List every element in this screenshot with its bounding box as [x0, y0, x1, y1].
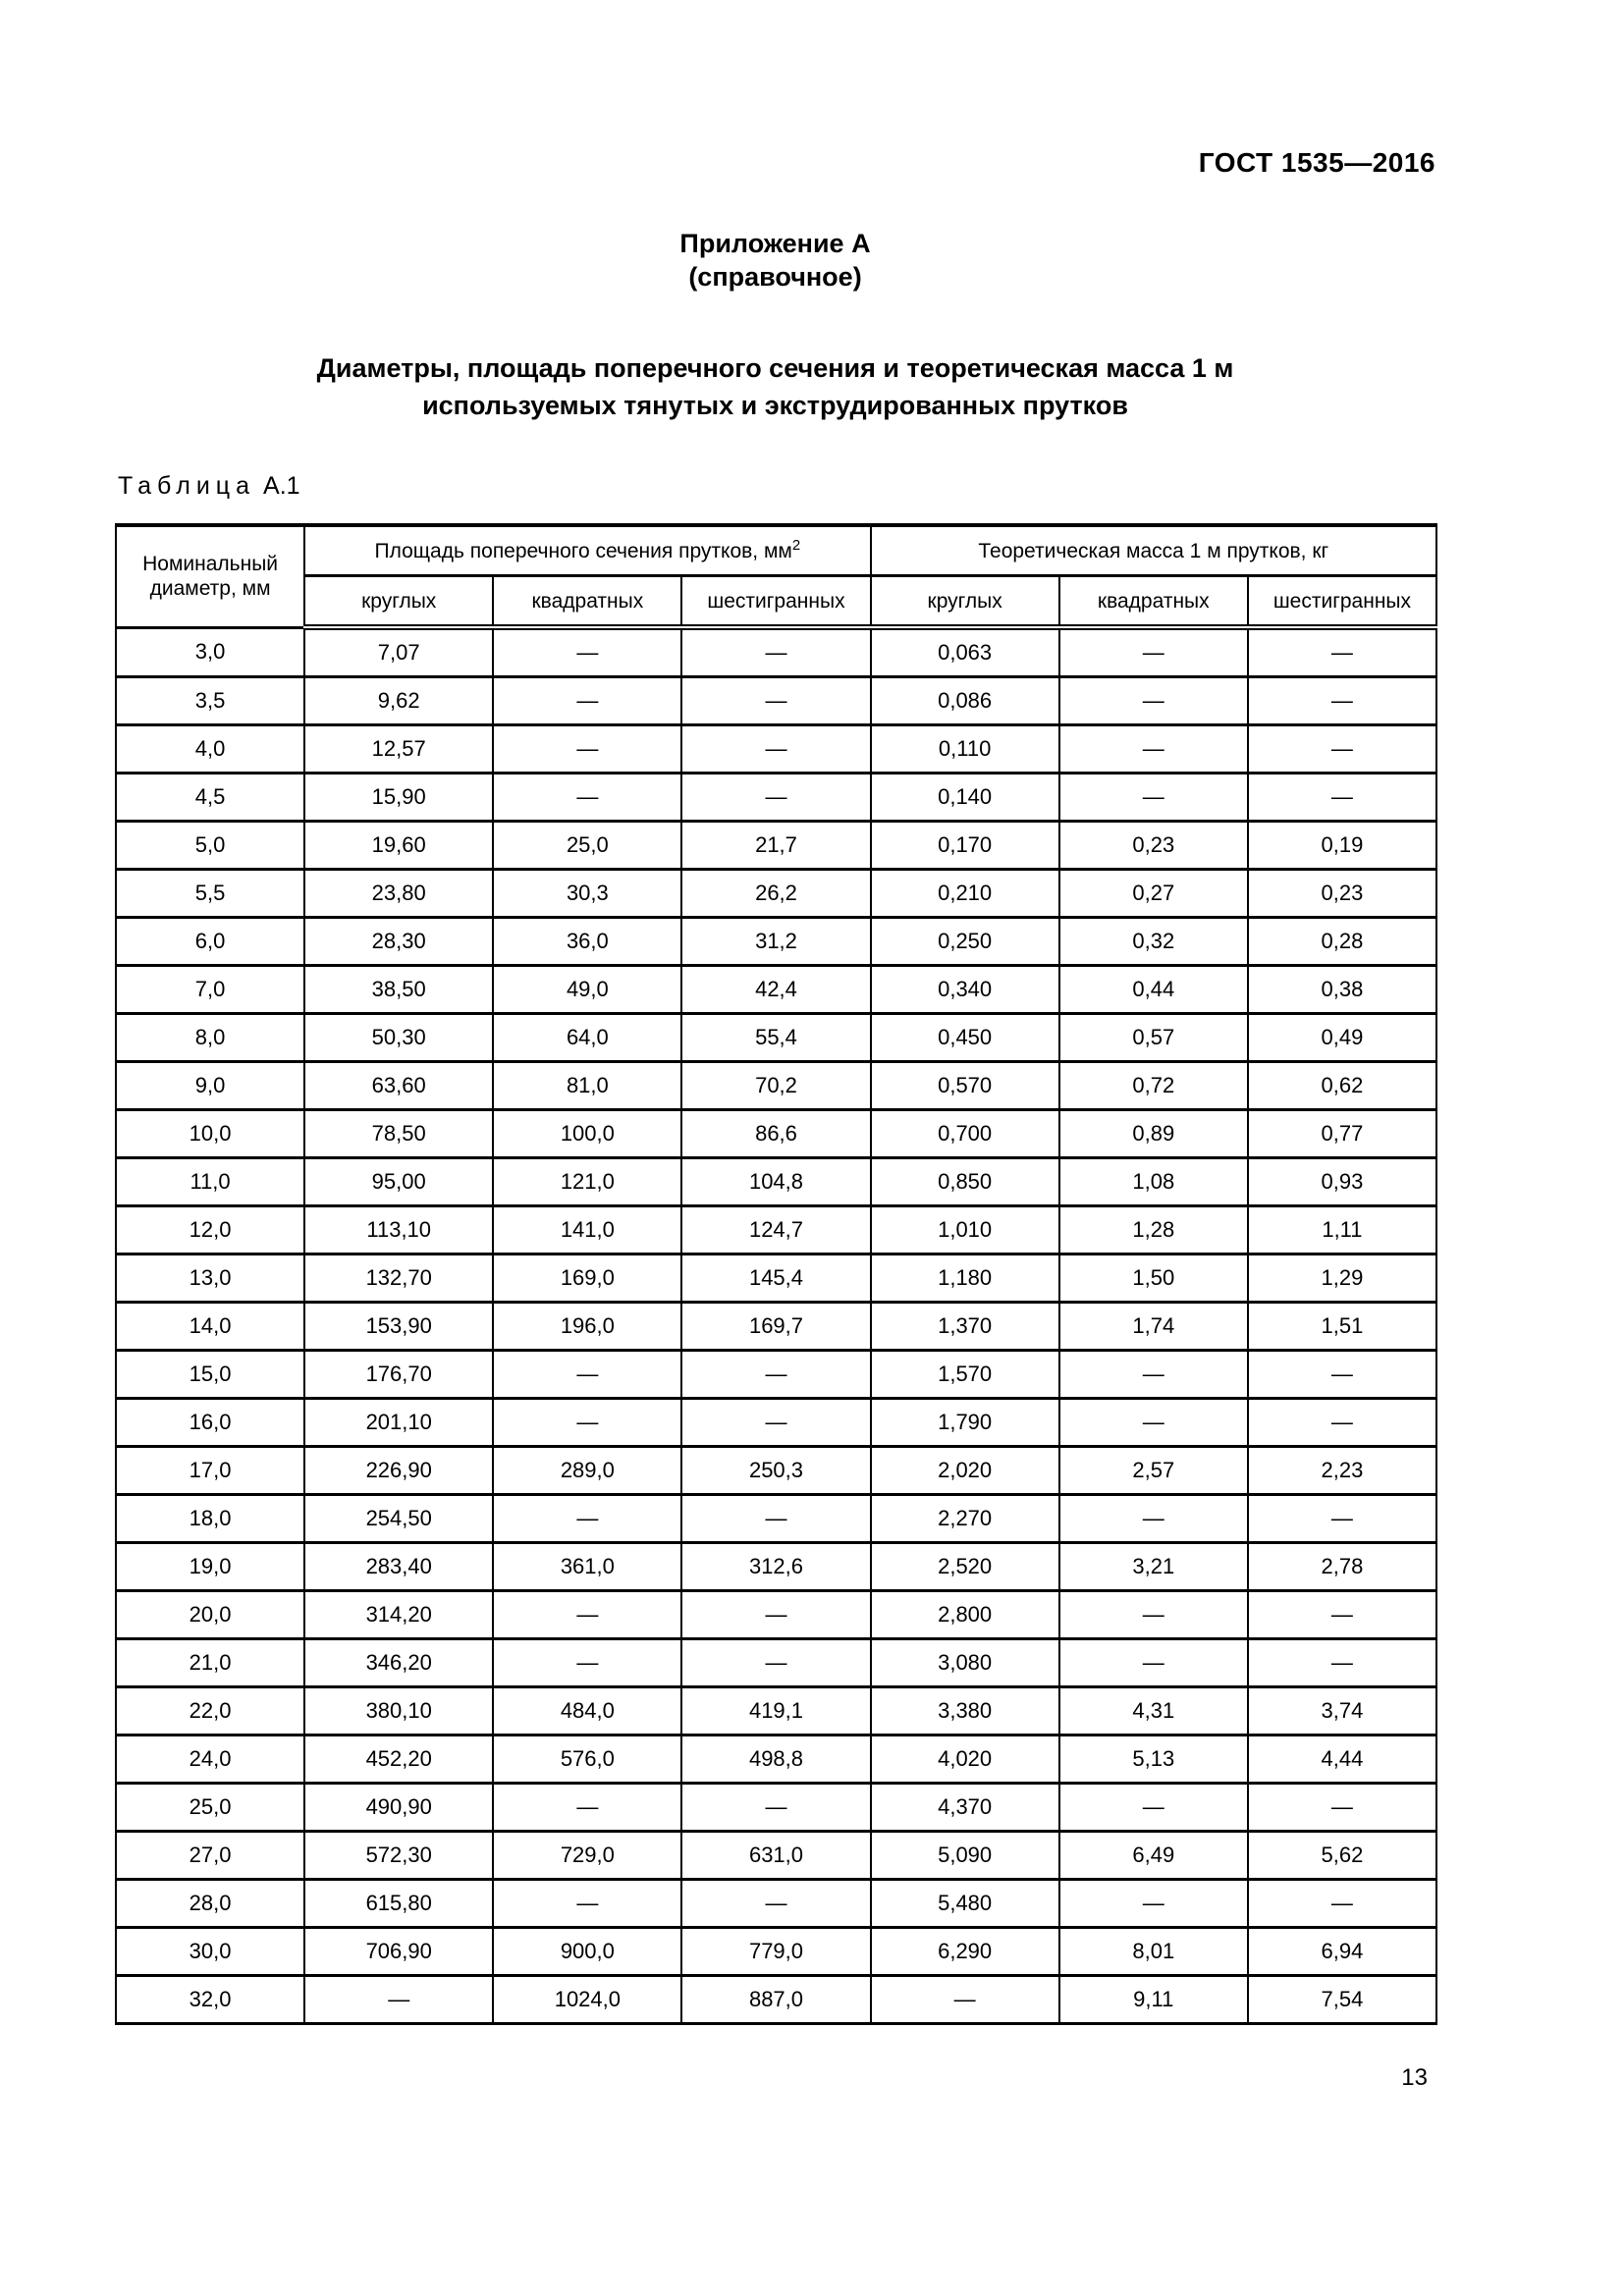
- document-code-header: ГОСТ 1535—2016: [1198, 147, 1435, 178]
- table-cell: —: [681, 1591, 870, 1639]
- table-cell: —: [493, 1495, 681, 1543]
- table-cell: 2,520: [871, 1543, 1059, 1591]
- table-row: [116, 1976, 1436, 2024]
- table-cell: —: [493, 1880, 681, 1928]
- table-cell: —: [493, 627, 681, 677]
- table-cell: 346,20: [304, 1639, 493, 1687]
- table-row: [116, 1014, 1436, 1062]
- table-cell: 3,380: [871, 1687, 1059, 1735]
- table-cell: —: [493, 725, 681, 774]
- table-cell: —: [1248, 1351, 1436, 1399]
- table-cell: 0,32: [1059, 918, 1248, 966]
- table-cell: 169,0: [493, 1255, 681, 1303]
- table-cell: 0,23: [1248, 870, 1436, 918]
- table-row: [116, 1639, 1436, 1687]
- table-cell: 153,90: [304, 1303, 493, 1351]
- table-cell: —: [493, 774, 681, 822]
- table-cell: 226,90: [304, 1447, 493, 1495]
- table-caption: [118, 472, 300, 501]
- col-header-square-mass: квадратных: [1059, 576, 1248, 628]
- table-cell: 8,0: [116, 1014, 304, 1062]
- table-cell: 86,6: [681, 1110, 870, 1158]
- table-cell: —: [1248, 725, 1436, 774]
- document-title-line-1: Диаметры, площадь поперечного сечения и теоретическая масса 1 м: [316, 353, 1234, 383]
- table-cell: 28,30: [304, 918, 493, 966]
- table-cell: 2,57: [1059, 1447, 1248, 1495]
- table-cell: 1,010: [871, 1206, 1059, 1255]
- table-cell: 12,57: [304, 725, 493, 774]
- table-row: [116, 1303, 1436, 1351]
- col-header-round-mass: круглых: [871, 576, 1059, 628]
- table-cell: —: [1059, 1639, 1248, 1687]
- table-cell: 9,62: [304, 677, 493, 725]
- table-cell: 10,0: [116, 1110, 304, 1158]
- table-cell: 14,0: [116, 1303, 304, 1351]
- table-cell: 19,0: [116, 1543, 304, 1591]
- table-cell: 0,28: [1248, 918, 1436, 966]
- appendix-label: Приложение А: [679, 229, 871, 258]
- table-cell: —: [1248, 677, 1436, 725]
- page-number: 13: [1401, 2064, 1428, 2091]
- col-header-square-area: квадратных: [493, 576, 681, 628]
- table-cell: 0,210: [871, 870, 1059, 918]
- table-row: [116, 918, 1436, 966]
- table-row: [116, 1447, 1436, 1495]
- table-row: [116, 1687, 1436, 1735]
- table-cell: 0,57: [1059, 1014, 1248, 1062]
- table-cell: —: [304, 1976, 493, 2024]
- table-cell: 312,6: [681, 1543, 870, 1591]
- table-cell: 63,60: [304, 1062, 493, 1110]
- table-cell: 49,0: [493, 966, 681, 1014]
- table-cell: 0,110: [871, 725, 1059, 774]
- document-title-line-2: используемых тянутых и экструдированных прутков: [422, 391, 1128, 420]
- table-cell: 0,38: [1248, 966, 1436, 1014]
- table-cell: 8,01: [1059, 1928, 1248, 1976]
- table-cell: 32,0: [116, 1976, 304, 2024]
- table-row: [116, 1591, 1436, 1639]
- table-cell: 6,49: [1059, 1832, 1248, 1880]
- table-row: [116, 1110, 1436, 1158]
- table-cell: 0,170: [871, 822, 1059, 870]
- table-row: [116, 822, 1436, 870]
- table-cell: 13,0: [116, 1255, 304, 1303]
- table-cell: —: [1059, 1351, 1248, 1399]
- table-cell: 0,49: [1248, 1014, 1436, 1062]
- table-cell: 5,0: [116, 822, 304, 870]
- table-cell: —: [1059, 1880, 1248, 1928]
- table-cell: 0,93: [1248, 1158, 1436, 1206]
- table-cell: 2,270: [871, 1495, 1059, 1543]
- table-row: [116, 774, 1436, 822]
- table-cell: 30,3: [493, 870, 681, 918]
- table-header-sub-row: [116, 576, 1436, 628]
- table-cell: 484,0: [493, 1687, 681, 1735]
- table-cell: 132,70: [304, 1255, 493, 1303]
- document-title: [115, 349, 1435, 424]
- table-cell: 25,0: [116, 1784, 304, 1832]
- table-cell: 1,790: [871, 1399, 1059, 1447]
- table-cell: 12,0: [116, 1206, 304, 1255]
- table-cell: 250,3: [681, 1447, 870, 1495]
- table-cell: 0,570: [871, 1062, 1059, 1110]
- table-cell: 4,370: [871, 1784, 1059, 1832]
- table-cell: 380,10: [304, 1687, 493, 1735]
- table-cell: —: [493, 1351, 681, 1399]
- table-cell: 27,0: [116, 1832, 304, 1880]
- table-cell: —: [1059, 725, 1248, 774]
- table-cell: 3,5: [116, 677, 304, 725]
- table-row: [116, 1158, 1436, 1206]
- table-cell: 1,28: [1059, 1206, 1248, 1255]
- table-cell: —: [1059, 1495, 1248, 1543]
- table-row: [116, 1832, 1436, 1880]
- table-cell: 0,19: [1248, 822, 1436, 870]
- table-cell: 5,480: [871, 1880, 1059, 1928]
- table-cell: 5,090: [871, 1832, 1059, 1880]
- table-cell: 419,1: [681, 1687, 870, 1735]
- table-cell: —: [1248, 627, 1436, 677]
- table-cell: —: [1059, 1591, 1248, 1639]
- table-cell: —: [493, 1784, 681, 1832]
- table-cell: 100,0: [493, 1110, 681, 1158]
- table-cell: —: [871, 1976, 1059, 2024]
- table-cell: 26,2: [681, 870, 870, 918]
- table-cell: 615,80: [304, 1880, 493, 1928]
- table-cell: —: [1248, 1784, 1436, 1832]
- appendix-heading: [115, 227, 1435, 294]
- table-cell: —: [681, 774, 870, 822]
- table-cell: 50,30: [304, 1014, 493, 1062]
- table-cell: 0,250: [871, 918, 1059, 966]
- table-cell: 498,8: [681, 1735, 870, 1784]
- table-row: [116, 1351, 1436, 1399]
- table-cell: 70,2: [681, 1062, 870, 1110]
- table-cell: 0,72: [1059, 1062, 1248, 1110]
- table-cell: 0,850: [871, 1158, 1059, 1206]
- table-cell: 452,20: [304, 1735, 493, 1784]
- table-cell: 283,40: [304, 1543, 493, 1591]
- table-cell: 38,50: [304, 966, 493, 1014]
- table-cell: 1,50: [1059, 1255, 1248, 1303]
- table-cell: 15,90: [304, 774, 493, 822]
- table-cell: 572,30: [304, 1832, 493, 1880]
- table-cell: 4,0: [116, 725, 304, 774]
- table-cell: 0,340: [871, 966, 1059, 1014]
- table-cell: 19,60: [304, 822, 493, 870]
- table-cell: 0,77: [1248, 1110, 1436, 1158]
- table-cell: 3,0: [116, 627, 304, 677]
- table-cell: 104,8: [681, 1158, 870, 1206]
- table-cell: 15,0: [116, 1351, 304, 1399]
- table-cell: 1,570: [871, 1351, 1059, 1399]
- table-row: [116, 1062, 1436, 1110]
- table-cell: —: [681, 1784, 870, 1832]
- table-cell: 779,0: [681, 1928, 870, 1976]
- cross-section-header-text: Площадь поперечного сечения прутков, мм: [374, 539, 792, 562]
- col-header-hex-mass: шестигранных: [1248, 576, 1436, 628]
- table-row: [116, 1399, 1436, 1447]
- table-cell: 729,0: [493, 1832, 681, 1880]
- table-cell: 169,7: [681, 1303, 870, 1351]
- table-cell: 42,4: [681, 966, 870, 1014]
- table-cell: 16,0: [116, 1399, 304, 1447]
- table-cell: 314,20: [304, 1591, 493, 1639]
- table-cell: 78,50: [304, 1110, 493, 1158]
- table-cell: 5,62: [1248, 1832, 1436, 1880]
- table-row: [116, 627, 1436, 677]
- table-cell: 7,0: [116, 966, 304, 1014]
- table-cell: —: [681, 1495, 870, 1543]
- table-cell: 4,020: [871, 1735, 1059, 1784]
- col-header-round-area: круглых: [304, 576, 493, 628]
- table-cell: 9,0: [116, 1062, 304, 1110]
- table-cell: 6,290: [871, 1928, 1059, 1976]
- table-row: [116, 1784, 1436, 1832]
- table-header: [116, 525, 1436, 627]
- table-cell: 36,0: [493, 918, 681, 966]
- table-cell: 3,080: [871, 1639, 1059, 1687]
- table-cell: —: [1248, 1495, 1436, 1543]
- table-cell: 0,140: [871, 774, 1059, 822]
- table-cell: 1024,0: [493, 1976, 681, 2024]
- table-row: [116, 1880, 1436, 1928]
- table-cell: 254,50: [304, 1495, 493, 1543]
- table-cell: 361,0: [493, 1543, 681, 1591]
- table-cell: 4,44: [1248, 1735, 1436, 1784]
- table-cell: 201,10: [304, 1399, 493, 1447]
- table-cell: —: [681, 627, 870, 677]
- col-group-header-cross-section: [304, 525, 870, 576]
- table-caption-word: Таблица: [118, 472, 256, 500]
- table-cell: 2,78: [1248, 1543, 1436, 1591]
- table-cell: 900,0: [493, 1928, 681, 1976]
- table-cell: —: [1248, 1399, 1436, 1447]
- table-row: [116, 1543, 1436, 1591]
- table-cell: 30,0: [116, 1928, 304, 1976]
- table-cell: —: [681, 1880, 870, 1928]
- table-cell: 145,4: [681, 1255, 870, 1303]
- table-cell: 11,0: [116, 1158, 304, 1206]
- table-cell: 3,21: [1059, 1543, 1248, 1591]
- table-cell: 1,11: [1248, 1206, 1436, 1255]
- table-cell: 1,08: [1059, 1158, 1248, 1206]
- table-cell: 176,70: [304, 1351, 493, 1399]
- table-cell: 0,700: [871, 1110, 1059, 1158]
- table-cell: 21,0: [116, 1639, 304, 1687]
- table-cell: 2,23: [1248, 1447, 1436, 1495]
- table-cell: 23,80: [304, 870, 493, 918]
- table-cell: 0,44: [1059, 966, 1248, 1014]
- table-cell: 22,0: [116, 1687, 304, 1735]
- table-cell: 81,0: [493, 1062, 681, 1110]
- table-header-group-row: [116, 525, 1436, 576]
- table-cell: —: [1059, 677, 1248, 725]
- table-cell: —: [1059, 1399, 1248, 1447]
- table-cell: 887,0: [681, 1976, 870, 2024]
- table-cell: —: [681, 725, 870, 774]
- data-table: [115, 523, 1437, 2025]
- table-cell: —: [681, 1351, 870, 1399]
- table-row: [116, 966, 1436, 1014]
- table-cell: 0,063: [871, 627, 1059, 677]
- table-row: [116, 1255, 1436, 1303]
- table-cell: —: [1059, 627, 1248, 677]
- table-cell: 124,7: [681, 1206, 870, 1255]
- table-cell: 1,180: [871, 1255, 1059, 1303]
- table-cell: —: [1248, 1591, 1436, 1639]
- table-cell: —: [1059, 1784, 1248, 1832]
- table-cell: —: [681, 1399, 870, 1447]
- table-cell: 490,90: [304, 1784, 493, 1832]
- appendix-note: (справочное): [688, 262, 862, 292]
- table-cell: 706,90: [304, 1928, 493, 1976]
- table-cell: 9,11: [1059, 1976, 1248, 2024]
- table-cell: 20,0: [116, 1591, 304, 1639]
- table-cell: 631,0: [681, 1832, 870, 1880]
- table-row: [116, 1206, 1436, 1255]
- table-cell: 5,13: [1059, 1735, 1248, 1784]
- table-cell: 1,29: [1248, 1255, 1436, 1303]
- table-cell: 7,54: [1248, 1976, 1436, 2024]
- table-body: [116, 627, 1436, 2024]
- table-cell: 0,89: [1059, 1110, 1248, 1158]
- table-cell: —: [681, 677, 870, 725]
- table-cell: 55,4: [681, 1014, 870, 1062]
- table-cell: 0,450: [871, 1014, 1059, 1062]
- table-cell: 5,5: [116, 870, 304, 918]
- table-cell: 6,0: [116, 918, 304, 966]
- table-cell: —: [493, 677, 681, 725]
- table-cell: 6,94: [1248, 1928, 1436, 1976]
- table-cell: 24,0: [116, 1735, 304, 1784]
- table-row: [116, 870, 1436, 918]
- table-cell: 121,0: [493, 1158, 681, 1206]
- table-cell: 31,2: [681, 918, 870, 966]
- table-cell: 289,0: [493, 1447, 681, 1495]
- table-cell: 7,07: [304, 627, 493, 677]
- table-cell: 113,10: [304, 1206, 493, 1255]
- table-cell: —: [493, 1639, 681, 1687]
- table-cell: 0,23: [1059, 822, 1248, 870]
- table-cell: 28,0: [116, 1880, 304, 1928]
- col-header-nominal-diameter: Номинальный диаметр, мм: [116, 525, 304, 627]
- table-cell: 141,0: [493, 1206, 681, 1255]
- table-row: [116, 725, 1436, 774]
- table-cell: 2,020: [871, 1447, 1059, 1495]
- table-cell: 64,0: [493, 1014, 681, 1062]
- col-group-header-mass: Теоретическая масса 1 м прутков, кг: [871, 525, 1436, 576]
- table-cell: —: [681, 1639, 870, 1687]
- table-cell: 0,086: [871, 677, 1059, 725]
- table-cell: 4,31: [1059, 1687, 1248, 1735]
- table-cell: 576,0: [493, 1735, 681, 1784]
- table-cell: 25,0: [493, 822, 681, 870]
- table-cell: 95,00: [304, 1158, 493, 1206]
- cross-section-header-superscript: 2: [791, 536, 801, 554]
- table-cell: —: [1248, 1639, 1436, 1687]
- table-cell: 0,27: [1059, 870, 1248, 918]
- table-cell: 0,62: [1248, 1062, 1436, 1110]
- table-cell: 3,74: [1248, 1687, 1436, 1735]
- table-cell: 2,800: [871, 1591, 1059, 1639]
- table-row: [116, 677, 1436, 725]
- table-cell: —: [1059, 774, 1248, 822]
- table-caption-number: А.1: [263, 472, 300, 500]
- table-cell: 1,370: [871, 1303, 1059, 1351]
- table-row: [116, 1928, 1436, 1976]
- table-cell: 17,0: [116, 1447, 304, 1495]
- table-cell: 1,74: [1059, 1303, 1248, 1351]
- table-cell: 1,51: [1248, 1303, 1436, 1351]
- table-row: [116, 1735, 1436, 1784]
- table-cell: —: [1248, 1880, 1436, 1928]
- table-cell: 4,5: [116, 774, 304, 822]
- table-cell: —: [493, 1399, 681, 1447]
- table-cell: 21,7: [681, 822, 870, 870]
- table-cell: —: [1248, 774, 1436, 822]
- col-header-hex-area: шестигранных: [681, 576, 870, 628]
- table-cell: 196,0: [493, 1303, 681, 1351]
- table-row: [116, 1495, 1436, 1543]
- table-cell: 18,0: [116, 1495, 304, 1543]
- table-cell: —: [493, 1591, 681, 1639]
